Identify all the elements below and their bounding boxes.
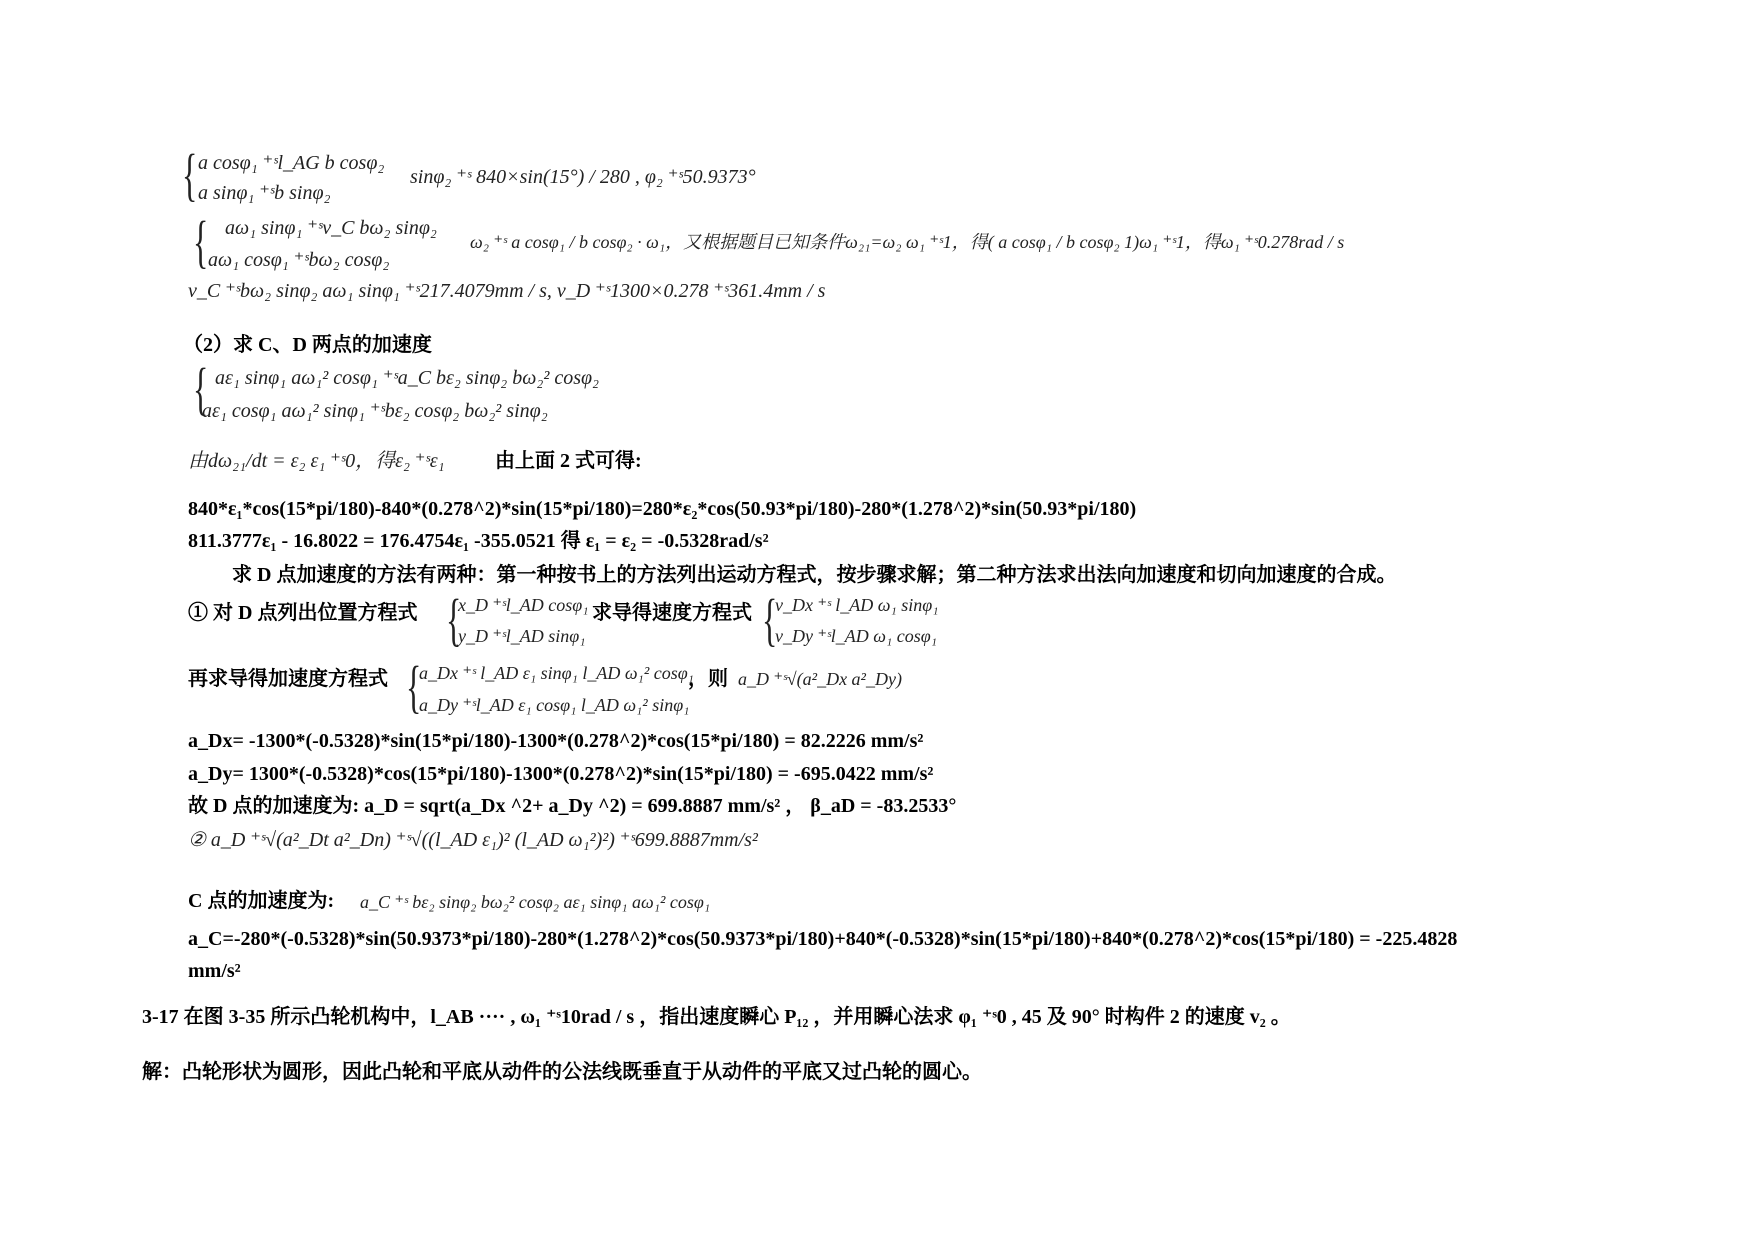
brace: { xyxy=(182,142,198,207)
aD-result: 故 D 点的加速度为: a_D = sqrt(a_Dx ^2+ a_Dy ^2) = 699.8887 mm/s² ， β_aD = -83.2533° xyxy=(188,795,957,817)
acceleration-equation-2: aε₁ cosφ₁ aω₁² sinφ₁ ⁺ˢbε₂ cosφ₂ bω₂² sinφ₂ xyxy=(202,400,548,422)
epsilon-note-tail: 由上面 2 式可得: xyxy=(495,450,642,472)
aDx-computation: a_Dx= -1300*(-0.5328)*sin(15*pi/180)-1300*(0.278^2)*cos(15*pi/180) = 82.2226 mm/s² xyxy=(188,730,924,752)
brace: { xyxy=(406,654,422,719)
method2-line: ② a_D ⁺ˢ√(a²_Dt a²_Dn) ⁺ˢ√((l_AD ε₁)² (l_AD ω₁²)²) ⁺ˢ699.8887mm/s² xyxy=(188,829,758,851)
problem-3-17-answer: 解：凸轮形状为圆形，因此凸轮和平底从动件的公法线既垂直于从动件的平底又过凸轮的圆心。 xyxy=(142,1061,982,1083)
velocity-equation-2: aω₁ cosφ₁ ⁺ˢbω₂ cosφ₂ xyxy=(208,249,390,271)
epsilon-note: 由dω₂₁/dt = ε₂ ε₁ ⁺ˢ0，得ε₂ ⁺ˢε₁ xyxy=(188,450,445,472)
omega-derivation: ω₂ ⁺ˢ a cosφ₁ / b cosφ₂ · ω₁，又根据题目已知条件ω₂₁=ω₂ ω₁ ⁺ˢ1，得( a cosφ₁ / b cosφ₂ 1)ω₁ ⁺ˢ1，得ω₁ ⁺ˢ0.278rad / s xyxy=(470,232,1345,252)
aC-computation-unit: mm/s² xyxy=(188,960,241,982)
section-title-acceleration: （2）求 C、D 两点的加速度 xyxy=(183,334,432,356)
aDy-computation: a_Dy= 1300*(-0.5328)*cos(15*pi/180)-1300*(0.278^2)*sin(15*pi/180) = -695.0422 mm/s² xyxy=(188,763,934,785)
velocity-results: v_C ⁺ˢbω₂ sinφ₂ aω₁ sinφ₁ ⁺ˢ217.4079mm / s, v_D ⁺ˢ1300×0.278 ⁺ˢ361.4mm / s xyxy=(188,280,826,302)
method1-acceleration-y: a_Dy ⁺ˢl_AD ε₁ cosφ₁ l_AD ω₁² sinφ₁ xyxy=(419,695,690,715)
problem-3-17: 3-17 在图 3-35 所示凸轮机构中，l_AB ···· , ω₁ ⁺ˢ10rad / s ，指出速度瞬心 P₁₂ ，并用瞬心法求 φ₁ ⁺ˢ0 , 45 及 90° 时构件 2 的速度 v₂ 。 xyxy=(142,1006,1291,1028)
acceleration-equation-1: aε₁ sinφ₁ aω₁² cosφ₁ ⁺ˢa_C bε₂ sinφ₂ bω₂² cosφ₂ xyxy=(215,367,599,389)
aC-computation: a_C=-280*(-0.5328)*sin(50.9373*pi/180)-280*(1.278^2)*cos(50.9373*pi/180)+840*(-0.5328)*sin(15*pi/180)+840*(0.278^2)*cos(15*pi/180) = -225.4828 xyxy=(188,928,1458,950)
position-equation-2: a sinφ₁ ⁺ˢb sinφ₂ xyxy=(198,182,331,204)
method1-then: ，则 xyxy=(688,668,728,690)
position-equation-1: a cosφ₁ ⁺ˢl_AG b cosφ₂ xyxy=(198,152,385,174)
sin-phi2-result: sinφ₂ ⁺ˢ 840×sin(15°) / 280 , φ₂ ⁺ˢ50.9373° xyxy=(410,166,756,188)
brace: { xyxy=(193,209,209,274)
method1-velocity-label: 求导得速度方程式 xyxy=(592,602,752,624)
method1-position-x: x_D ⁺ˢl_AD cosφ₁ xyxy=(458,595,589,615)
d-point-methods: 求 D 点加速度的方法有两种：第一种按书上的方法列出运动方程式，按步骤求解；第二种方法求出法向加速度和切向加速度的合成。 xyxy=(232,564,1397,586)
method1-acceleration-label: 再求导得加速度方程式 xyxy=(188,668,388,690)
c-acceleration-label: C 点的加速度为: xyxy=(188,890,335,912)
method1-acceleration-x: a_Dx ⁺ˢ l_AD ε₁ sinφ₁ l_AD ω₁² cosφ₁ xyxy=(419,663,694,683)
numeric-equation-2: 811.3777ε₁ - 16.8022 = 176.4754ε₁ -355.0521 得 ε₁ = ε₂ = -0.5328rad/s² xyxy=(188,530,769,552)
brace: { xyxy=(762,587,778,652)
method1-position-y: y_D ⁺ˢl_AD sinφ₁ xyxy=(458,626,586,646)
method1-velocity-y: v_Dy ⁺ˢl_AD ω₁ cosφ₁ xyxy=(775,626,937,646)
velocity-equation-1: aω₁ sinφ₁ ⁺ˢv_C bω₂ sinφ₂ xyxy=(225,217,437,239)
method1-aD-magnitude: a_D ⁺ˢ√(a²_Dx a²_Dy) xyxy=(738,669,902,689)
c-acceleration-formula: a_C ⁺ˢ bε₂ sinφ₂ bω₂² cosφ₂ aε₁ sinφ₁ aω₁² cosφ₁ xyxy=(360,892,711,912)
brace: { xyxy=(193,356,209,421)
numeric-equation-1: 840*ε₁*cos(15*pi/180)-840*(0.278^2)*sin(15*pi/180)=280*ε₂*cos(50.93*pi/180)-280*(1.278^2)*sin(50.93*pi/180) xyxy=(188,498,1137,520)
method1-position-label: ① 对 D 点列出位置方程式 xyxy=(188,602,418,624)
brace: { xyxy=(446,587,462,652)
method1-velocity-x: v_Dx ⁺ˢ l_AD ω₁ sinφ₁ xyxy=(775,595,939,615)
